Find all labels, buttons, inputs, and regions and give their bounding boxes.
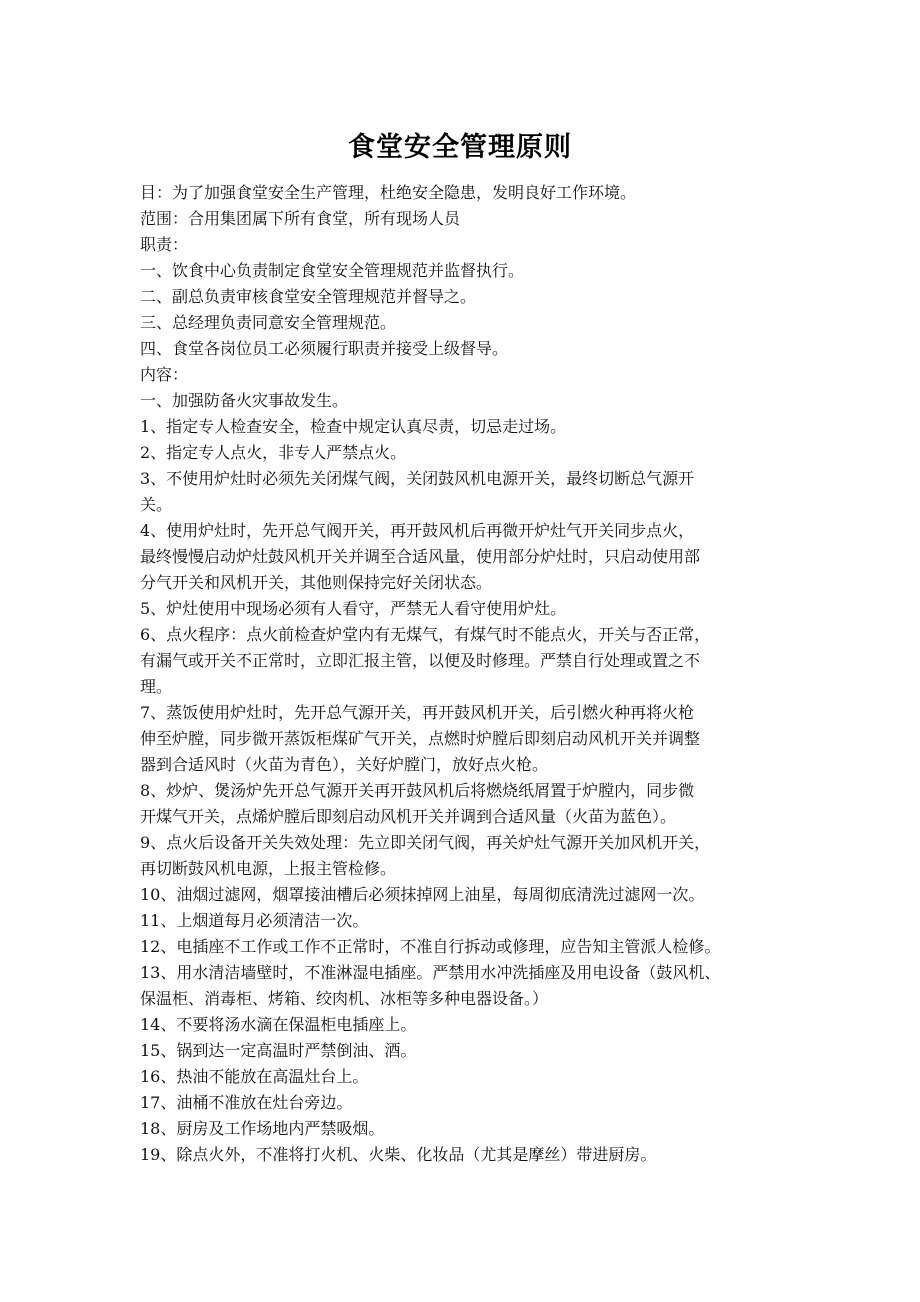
text-line: 17、油桶不准放在灶台旁边。 xyxy=(140,1093,353,1112)
text-line: 关。 xyxy=(140,495,173,514)
text-line: 最终慢慢启动炉灶鼓风机开关并调至合适风量，使用部分炉灶时，只启动使用部 xyxy=(140,547,701,566)
text-line: 8、炒炉、煲汤炉先开总气源开关再开鼓风机后将燃烧纸屑置于炉膛内，同步微 xyxy=(140,781,695,800)
document-body xyxy=(140,180,800,1168)
text-line: 10、油烟过滤网，烟罩接油槽后必须抹掉网上油星，每周彻底清洗过滤网一次。 xyxy=(140,885,705,904)
text-line: 二、副总负责审核食堂安全管理规范并督导之。 xyxy=(140,287,477,306)
text-line: 9、点火后设备开关失效处理：先立即关闭气阀，再关炉灶气源开关加风机开关， xyxy=(140,833,711,852)
text-line: 内容： xyxy=(140,365,189,384)
text-line: 5、炉灶使用中现场必须有人看守，严禁无人看守使用炉灶。 xyxy=(140,599,567,618)
text-line: 一、加强防备火灾事故发生。 xyxy=(140,391,349,410)
text-line: 7、蒸饭使用炉灶时，先开总气源开关，再开鼓风机开关，后引燃火种再将火枪 xyxy=(140,703,695,722)
text-line: 四、食堂各岗位员工必须履行职责并接受上级督导。 xyxy=(140,339,509,358)
document-title: 食堂安全管理原则 xyxy=(348,132,572,163)
text-line: 职责： xyxy=(140,235,189,254)
text-line: 有漏气或开关不正常时，立即汇报主管，以便及时修理。严禁自行处理或置之不 xyxy=(140,651,701,670)
text-line: 2、指定专人点火，非专人严禁点火。 xyxy=(140,443,407,462)
text-line: 理。 xyxy=(140,677,173,696)
text-line: 开煤气开关，点烯炉膛后即刻启动风机开关并调到合适风量（火苗为蓝色）。 xyxy=(140,807,677,826)
text-line: 6、点火程序：点火前检查炉堂内有无煤气，有煤气时不能点火，开关与否正常， xyxy=(140,625,711,644)
text-line: 19、除点火外，不准将打火机、火柴、化妆品（尤其是摩丝）带进厨房。 xyxy=(140,1145,657,1164)
text-line: 3、不使用炉灶时必须先关闭煤气阀，关闭鼓风机电源开关，最终切断总气源开 xyxy=(140,469,695,488)
text-line: 伸至炉膛，同步微开蒸饭柜煤矿气开关，点燃时炉膛后即刻启动风机开关并调整 xyxy=(140,729,701,748)
text-line: 11、上烟道每月必须清洁一次。 xyxy=(140,911,369,930)
text-line: 16、热油不能放在高温灶台上。 xyxy=(140,1067,369,1086)
text-line: 范围：合用集团属下所有食堂，所有现场人员 xyxy=(140,209,461,228)
text-line: 1、指定专人检查安全，检查中规定认真尽责，切忌走过场。 xyxy=(140,417,567,436)
text-line: 4、使用炉灶时，先开总气阀开关，再开鼓风机后再微开炉灶气开关同步点火， xyxy=(140,521,695,540)
text-line: 15、锅到达一定高温时严禁倒油、酒。 xyxy=(140,1041,417,1060)
text-line: 分气开关和风机开关，其他则保持完好关闭状态。 xyxy=(140,573,493,592)
text-line: 三、总经理负责同意安全管理规范。 xyxy=(140,313,397,332)
text-line: 18、厨房及工作场地内严禁吸烟。 xyxy=(140,1119,385,1138)
text-line: 一、饮食中心负责制定食堂安全管理规范并监督执行。 xyxy=(140,261,525,280)
text-line: 再切断鼓风机电源，上报主管检修。 xyxy=(140,859,397,878)
text-line: 12、电插座不工作或工作不正常时，不准自行拆动或修理，应告知主管派人检修。 xyxy=(140,937,721,956)
text-line: 13、用水清洁墙壁时，不准淋湿电插座。严禁用水冲洗插座及用电设备（鼓风机、 xyxy=(140,963,721,982)
text-line: 保温柜、消毒柜、烤箱、绞肉机、冰柜等多种电器设备。） xyxy=(140,989,549,1008)
text-line: 器到合适风时（火苗为青色），关好炉膛门，放好点火枪。 xyxy=(140,755,549,774)
text-line: 14、不要将汤水滴在保温柜电插座上。 xyxy=(140,1015,417,1034)
text-line: 目：为了加强食堂安全生产管理，杜绝安全隐患，发明良好工作环境。 xyxy=(140,183,637,202)
